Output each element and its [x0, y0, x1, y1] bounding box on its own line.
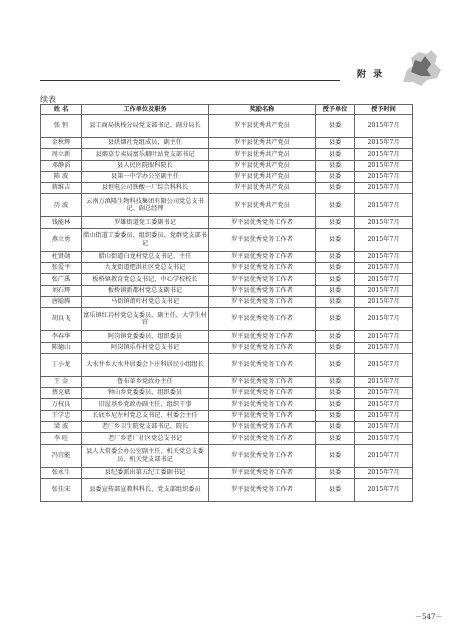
cell-award: 罗平县优秀党务工作者 [209, 433, 316, 444]
cell-unit: 长底乡尼左村党总支书记、村委会主任 [82, 410, 209, 421]
cell-name: 蒋维吉 [41, 183, 82, 194]
cell-granter: 县委 [316, 194, 355, 217]
cell-granter: 县委 [316, 433, 355, 444]
cell-name: 张 恒 [41, 115, 82, 138]
table-row [41, 138, 413, 149]
cell-date: 2015年7月 [355, 115, 413, 138]
cell-granter: 县委 [316, 422, 355, 433]
cell-name: 金秋辉 [41, 138, 82, 149]
cell-date: 2015年7月 [355, 342, 413, 353]
cell-date: 2015年7月 [355, 410, 413, 421]
cell-granter: 县委 [316, 149, 355, 160]
cell-name: 万权良 [41, 399, 82, 410]
table-row [41, 308, 413, 331]
cell-name: 燕立勇 [41, 228, 82, 251]
column-header-name: 姓 名 [41, 105, 82, 115]
table-row [41, 149, 413, 160]
cell-date: 2015年7月 [355, 478, 413, 501]
cell-date: 2015年7月 [355, 422, 413, 433]
cell-award: 罗平县优秀共产党员 [209, 160, 316, 171]
cell-date: 2015年7月 [355, 433, 413, 444]
cell-name: 张永生 [41, 467, 82, 478]
cell-date: 2015年7月 [355, 296, 413, 307]
table-row [41, 183, 413, 194]
cell-granter: 县委 [316, 228, 355, 251]
cell-unit: 县烟草专卖局富乐烟叶站党支部书记 [82, 149, 209, 160]
cell-name: 张佳宋 [41, 478, 82, 501]
awards-table [40, 104, 412, 502]
column-header-award: 奖励名称 [209, 105, 316, 115]
table-row [41, 422, 413, 433]
cell-date: 2015年7月 [355, 149, 413, 160]
cell-award: 罗平县优秀党务工作者 [209, 399, 316, 410]
cell-granter: 县委 [316, 160, 355, 171]
table-row [41, 410, 413, 421]
cell-unit: 腊山街道白龙村党总支书记、主任 [82, 251, 209, 262]
cell-unit: 九龙街道把洪社区党总支书记 [82, 263, 209, 274]
cell-name: 王 金 [41, 376, 82, 387]
table-row [41, 274, 413, 285]
table-row [41, 399, 413, 410]
cell-granter: 县委 [316, 274, 355, 285]
cell-award: 罗平县优秀党务工作者 [209, 467, 316, 478]
column-header-unit: 工作单位及职务 [82, 105, 209, 115]
table-row [41, 376, 413, 387]
cell-award: 罗平县优秀党务工作者 [209, 263, 316, 274]
cell-award: 罗平县优秀党务工作者 [209, 422, 316, 433]
cell-granter: 县委 [316, 285, 355, 296]
table-row [41, 263, 413, 274]
cell-unit: 板桥镇新都村党总支副书记 [82, 285, 209, 296]
cell-date: 2015年7月 [355, 285, 413, 296]
cell-award: 罗平县优秀共产党员 [209, 194, 316, 217]
cell-award: 罗平县优秀党务工作者 [209, 388, 316, 399]
cell-date: 2015年7月 [355, 444, 413, 467]
cell-award: 罗平县优秀党务工作者 [209, 410, 316, 421]
cell-granter: 县委 [316, 467, 355, 478]
table-row [41, 171, 413, 182]
table-row [41, 388, 413, 399]
cell-award: 罗平县优秀党务工作者 [209, 296, 316, 307]
cell-unit: 县人民医院眼科院长 [82, 160, 209, 171]
cell-granter: 县委 [316, 217, 355, 228]
cell-granter: 县委 [316, 331, 355, 342]
table-row [41, 353, 413, 376]
cell-unit: 腊山街道工委委员、组织委员、党群党支部书记 [82, 228, 209, 251]
cell-granter: 县委 [316, 376, 355, 387]
header-rule [40, 80, 340, 81]
cell-granter: 县委 [316, 399, 355, 410]
cell-name: 梁 波 [41, 422, 82, 433]
cell-name: 张爱平 [41, 263, 82, 274]
cell-granter: 县委 [316, 353, 355, 376]
cell-date: 2015年7月 [355, 194, 413, 217]
cell-unit: 罗雄街道党工委副书记 [82, 217, 209, 228]
cell-granter: 县委 [316, 308, 355, 331]
cell-award: 罗平县优秀党务工作者 [209, 444, 316, 467]
cell-award: 罗平县优秀党务工作者 [209, 274, 316, 285]
cell-granter: 县委 [316, 251, 355, 262]
region-map-emblem-icon [397, 42, 445, 90]
table-row [41, 467, 413, 478]
cell-name: 邓静滔 [41, 160, 82, 171]
cell-unit: 老厂乡卫生院党支部书记、院长 [82, 422, 209, 433]
cell-unit: 钟山乡党委委员、组织委员 [82, 388, 209, 399]
cell-date: 2015年7月 [355, 183, 413, 194]
cell-name: 冯宜能 [41, 444, 82, 467]
cell-name: 钱能林 [41, 217, 82, 228]
page-number: －547－ [415, 613, 443, 621]
cell-award: 罗平县优秀党务工作者 [209, 217, 316, 228]
table-row [41, 296, 413, 307]
cell-unit: 县烘烟社党组成员、副主任 [82, 138, 209, 149]
cell-unit: 阿岗镇党委委员、组织委员 [82, 331, 209, 342]
table-row [41, 433, 413, 444]
cell-name: 陈德山 [41, 342, 82, 353]
cell-name: 王学忠 [41, 410, 82, 421]
cell-award: 罗平县优秀党务工作者 [209, 342, 316, 353]
cell-award: 罗平县优秀共产党员 [209, 149, 316, 160]
table-row [41, 444, 413, 467]
cell-award: 罗平县优秀党务工作者 [209, 251, 316, 262]
cell-unit: 县第一中学办公室副主任 [82, 171, 209, 182]
cell-date: 2015年7月 [355, 138, 413, 149]
cell-granter: 县委 [316, 171, 355, 182]
cell-unit: 县人大常委会办公室副主任、机关党总支委员、机关党支部书记 [82, 444, 209, 467]
table-row [41, 478, 413, 501]
cell-name: 张广禹 [41, 274, 82, 285]
continued-label: 续表 [40, 95, 56, 104]
cell-name: 唐聪腾 [41, 296, 82, 307]
cell-award: 罗平县优秀党务工作者 [209, 353, 316, 376]
cell-date: 2015年7月 [355, 467, 413, 478]
cell-date: 2015年7月 [355, 274, 413, 285]
cell-name: 李春华 [41, 331, 82, 342]
section-title: 附 录 [357, 70, 385, 80]
cell-name: 丁小龙 [41, 353, 82, 376]
table-row [41, 285, 413, 296]
cell-date: 2015年7月 [355, 308, 413, 331]
cell-award: 罗平县优秀党务工作者 [209, 308, 316, 331]
cell-granter: 县委 [316, 410, 355, 421]
cell-unit: 县工商局执栈分局党支部书记、副分局长 [82, 115, 209, 138]
cell-granter: 县委 [316, 444, 355, 467]
cell-name: 蔡克斌 [41, 388, 82, 399]
table-header-row [41, 105, 413, 115]
cell-granter: 县委 [316, 138, 355, 149]
cell-granter: 县委 [316, 115, 355, 138]
table-row [41, 115, 413, 138]
cell-unit: 板桥镇教育党总支书记、中心学校校长 [82, 274, 209, 285]
cell-granter: 县委 [316, 388, 355, 399]
cell-unit: 大水井乡大水井居委会卜庄科居民小组组长 [82, 353, 209, 376]
cell-name: 周立新 [41, 149, 82, 160]
cell-date: 2015年7月 [355, 331, 413, 342]
cell-name: 李 旺 [41, 433, 82, 444]
cell-award: 罗平县优秀共产党员 [209, 183, 316, 194]
cell-date: 2015年7月 [355, 160, 413, 171]
cell-award: 罗平县优秀共产党员 [209, 115, 316, 138]
table-row [41, 194, 413, 217]
cell-granter: 县委 [316, 478, 355, 501]
cell-award: 罗平县优秀党务工作者 [209, 331, 316, 342]
cell-name: 杜贤勋 [41, 251, 82, 262]
cell-date: 2015年7月 [355, 251, 413, 262]
table-row [41, 228, 413, 251]
cell-unit: 旧屋基乡党政办副主任、组织干事 [82, 399, 209, 410]
cell-granter: 县委 [316, 296, 355, 307]
cell-unit: 鲁布革乡党政办主任 [82, 376, 209, 387]
cell-date: 2015年7月 [355, 228, 413, 251]
column-header-date: 授予时间 [355, 105, 413, 115]
cell-award: 罗平县优秀党务工作者 [209, 478, 316, 501]
cell-date: 2015年7月 [355, 376, 413, 387]
cell-name: 刘石辉 [41, 285, 82, 296]
cell-award: 罗平县优秀共产党员 [209, 138, 316, 149]
cell-award: 罗平县优秀党务工作者 [209, 285, 316, 296]
cell-granter: 县委 [316, 183, 355, 194]
cell-name: 陈 波 [41, 171, 82, 182]
cell-unit: 县恒电公司铁酸一厂综合科科长 [82, 183, 209, 194]
cell-unit: 县委宣传部宣教科科长、党支部组织委员 [82, 478, 209, 501]
table-row [41, 331, 413, 342]
table-row [41, 217, 413, 228]
cell-unit: 阿岗镇乐作村党总支书记 [82, 342, 209, 353]
cell-name: 历 波 [41, 194, 82, 217]
column-header-granter: 授予单位 [316, 105, 355, 115]
cell-name: 胡良飞 [41, 308, 82, 331]
table-row [41, 342, 413, 353]
cell-unit: 马街镇莆叶村党总支书记 [82, 296, 209, 307]
cell-date: 2015年7月 [355, 217, 413, 228]
table-row [41, 251, 413, 262]
cell-unit: 县纪委派出第五纪工委副书记 [82, 467, 209, 478]
cell-date: 2015年7月 [355, 263, 413, 274]
cell-date: 2015年7月 [355, 353, 413, 376]
cell-granter: 县委 [316, 342, 355, 353]
cell-date: 2015年7月 [355, 399, 413, 410]
cell-award: 罗平县优秀党务工作者 [209, 228, 316, 251]
table-body [41, 115, 413, 502]
cell-unit: 富乐镇红岩村党总支委员、副主任、大学生村官 [82, 308, 209, 331]
cell-award: 罗平县优秀党务工作者 [209, 376, 316, 387]
cell-granter: 县委 [316, 263, 355, 274]
cell-award: 罗平县优秀共产党员 [209, 171, 316, 182]
cell-date: 2015年7月 [355, 171, 413, 182]
cell-unit: 云南万滇隆生物科技集团有限公司党总支书记、副总经理 [82, 194, 209, 217]
cell-unit: 老厂乡老厂社区党总支书记 [82, 433, 209, 444]
table-row [41, 160, 413, 171]
cell-date: 2015年7月 [355, 388, 413, 399]
